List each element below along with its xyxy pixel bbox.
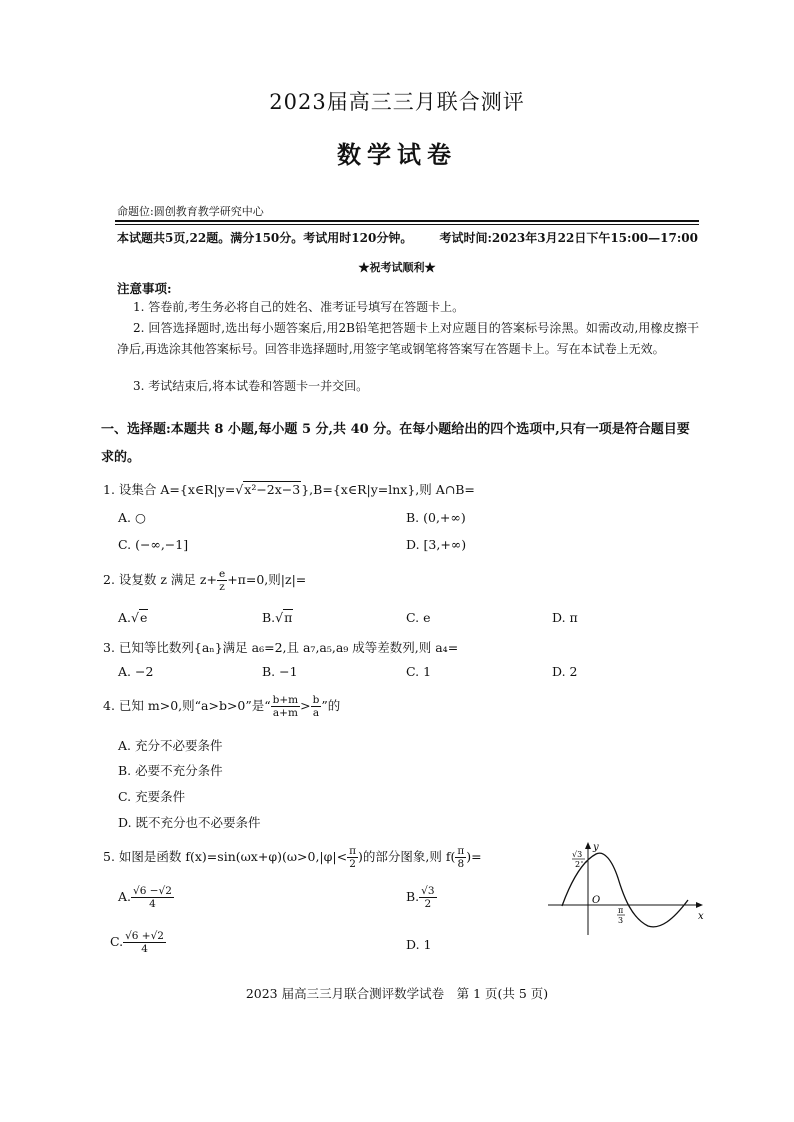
notice-item: 1. 答卷前,考生务必将自己的姓名、准考证号填写在答题卡上。 <box>133 300 465 314</box>
q5-function-graph <box>548 840 708 936</box>
notice-title: 注意事项: <box>117 281 172 296</box>
q5-fraction-arg <box>455 845 466 870</box>
q5-option-c <box>110 930 166 955</box>
q5-option-b <box>406 885 437 910</box>
q1-option-a: A. ○ <box>118 510 146 525</box>
q5-b-den: 2 <box>424 898 432 910</box>
q5-c-den: 4 <box>141 943 148 955</box>
x-tick-num: π <box>618 906 624 915</box>
y-tick-num: √3 <box>572 850 583 859</box>
y-tick-den: 2 <box>575 860 581 869</box>
question-1-stem <box>103 480 475 498</box>
q5-b-num: √3 <box>421 885 435 897</box>
q2-b-label: B. <box>262 610 276 625</box>
q5-f1-den: 2 <box>349 858 356 870</box>
q4-pre: 4. 已知 m>0,则“a>b>0”是“ <box>103 698 271 713</box>
q5-b-fraction <box>419 885 436 910</box>
q5-option-a <box>118 885 174 910</box>
radical-sign: √ <box>131 610 139 625</box>
q4-option-a: A. 充分不必要条件 <box>118 738 223 753</box>
q4-post: ”的 <box>321 698 341 713</box>
q5-c-num: √6 +√2 <box>125 930 164 942</box>
q2-post: +π=0,则|z|= <box>227 572 307 587</box>
page-footer: 2023 届高三三月联合测评数学试卷 第 1 页(共 5 页) <box>245 986 549 1001</box>
q2-option-b <box>262 610 293 625</box>
exam-title: 2023届高三三月联合测评 <box>269 90 525 114</box>
q1-option-d: D. [3,+∞) <box>406 537 467 552</box>
author-line: 命题位:圆创教育教学研究中心 <box>117 205 264 218</box>
q5-a-label: A. <box>118 889 132 904</box>
q5-post: )= <box>466 849 482 864</box>
x-tick-den: 3 <box>618 916 624 925</box>
q4-f2-num: b <box>312 694 320 706</box>
good-luck-banner: ★祝考试顺利★ <box>358 261 436 274</box>
q4-f1-den: a+m <box>272 707 298 719</box>
exam-info: 本试题共5页,22题。满分150分。考试用时120分钟。 <box>117 231 413 245</box>
q1-radicand: x²−2x−3 <box>244 482 301 497</box>
question-2-stem <box>103 568 306 593</box>
q1-option-c: C. (−∞,−1] <box>118 537 189 552</box>
sine-curve <box>562 853 688 927</box>
header-rule-thin <box>115 224 699 225</box>
q2-option-a <box>118 610 148 625</box>
q2-b-radicand: π <box>284 610 293 625</box>
y-axis-label: y <box>593 842 599 853</box>
question-5-stem <box>103 845 482 870</box>
q4-option-c: C. 充要条件 <box>118 789 186 804</box>
q5-mid: )的部分图象,则 f( <box>358 849 456 864</box>
q4-fraction-right <box>311 694 322 719</box>
radical-sign: √ <box>235 482 244 497</box>
section-heading: 一、选择题:本题共 8 小题,每小题 5 分,共 40 分。在每小题给出的四个选项中,只有一项是符合题目要求的。 <box>101 422 690 465</box>
q4-f1-num: b+m <box>272 694 299 706</box>
x-axis-label: x <box>698 911 704 922</box>
q5-f1-num: π <box>349 845 356 857</box>
q5-c-fraction <box>123 930 166 955</box>
y-axis-arrow <box>585 842 591 849</box>
q5-a-den: 4 <box>149 898 156 910</box>
q2-fraction <box>217 568 227 593</box>
q5-c-label: C. <box>110 934 124 949</box>
q3-option-c: C. 1 <box>406 664 432 679</box>
q4-option-b: B. 必要不充分条件 <box>118 763 223 778</box>
q2-frac-num: e <box>218 568 226 580</box>
q2-pre: 2. 设复数 z 满足 z+ <box>103 572 217 587</box>
notice-item: 2. 回答选择题时,选出每小题答案后,用2B铅笔把答题卡上对应题目的答案标号涂黑。如需改动,用橡皮擦干净后,再选涂其他答案标号。回答非选择题时,用签字笔或钢笔将答案写在答题卡上。写在本试卷上无效。 <box>117 321 699 356</box>
q5-a-fraction <box>131 885 174 910</box>
radical-sign: √ <box>275 610 284 625</box>
q5-b-label: B. <box>406 889 420 904</box>
q4-mid: > <box>300 698 311 713</box>
q3-option-d: D. 2 <box>552 664 578 679</box>
q5-fraction-phi <box>347 845 358 870</box>
question-3-stem: 3. 已知等比数列{aₙ}满足 a₆=2,且 a₇,a₅,a₉ 成等差数列,则 a₄= <box>103 640 459 655</box>
origin-label: O <box>592 895 601 906</box>
q3-option-a: A. −2 <box>118 664 154 679</box>
q1-post: },B={x∈R|y=lnx},则 A∩B= <box>301 482 475 497</box>
question-4-stem <box>103 694 340 719</box>
q2-option-d: D. π <box>552 610 578 625</box>
notice-item: 3. 考试结束后,将本试卷和答题卡一并交回。 <box>133 379 369 393</box>
q1-pre: 1. 设集合 A={x∈R|y= <box>103 482 236 497</box>
q4-fraction-left <box>271 694 300 719</box>
q5-a-num: √6 −√2 <box>133 885 172 897</box>
q5-f2-num: π <box>457 845 465 857</box>
q2-option-c: C. e <box>406 610 431 625</box>
q1-option-b: B. (0,+∞) <box>406 510 466 525</box>
header-rule <box>115 220 699 222</box>
q4-f2-den: a <box>312 707 320 719</box>
q2-a-radicand: e <box>139 610 148 625</box>
q2-a-label: A. <box>118 610 132 625</box>
q5-option-d: D. 1 <box>406 937 432 952</box>
q5-f2-den: 8 <box>457 858 465 870</box>
subject-title: 数学试卷 <box>337 140 457 169</box>
q2-frac-den: z <box>219 581 225 593</box>
q3-option-b: B. −1 <box>262 664 298 679</box>
exam-time: 考试时间:2023年3月22日下午15:00—17:00 <box>439 231 698 245</box>
q4-option-d: D. 既不充分也不必要条件 <box>118 815 261 830</box>
q5-pre: 5. 如图是函数 f(x)=sin(ωx+φ)(ω>0,|φ|< <box>103 849 348 864</box>
x-axis-arrow <box>696 902 703 908</box>
